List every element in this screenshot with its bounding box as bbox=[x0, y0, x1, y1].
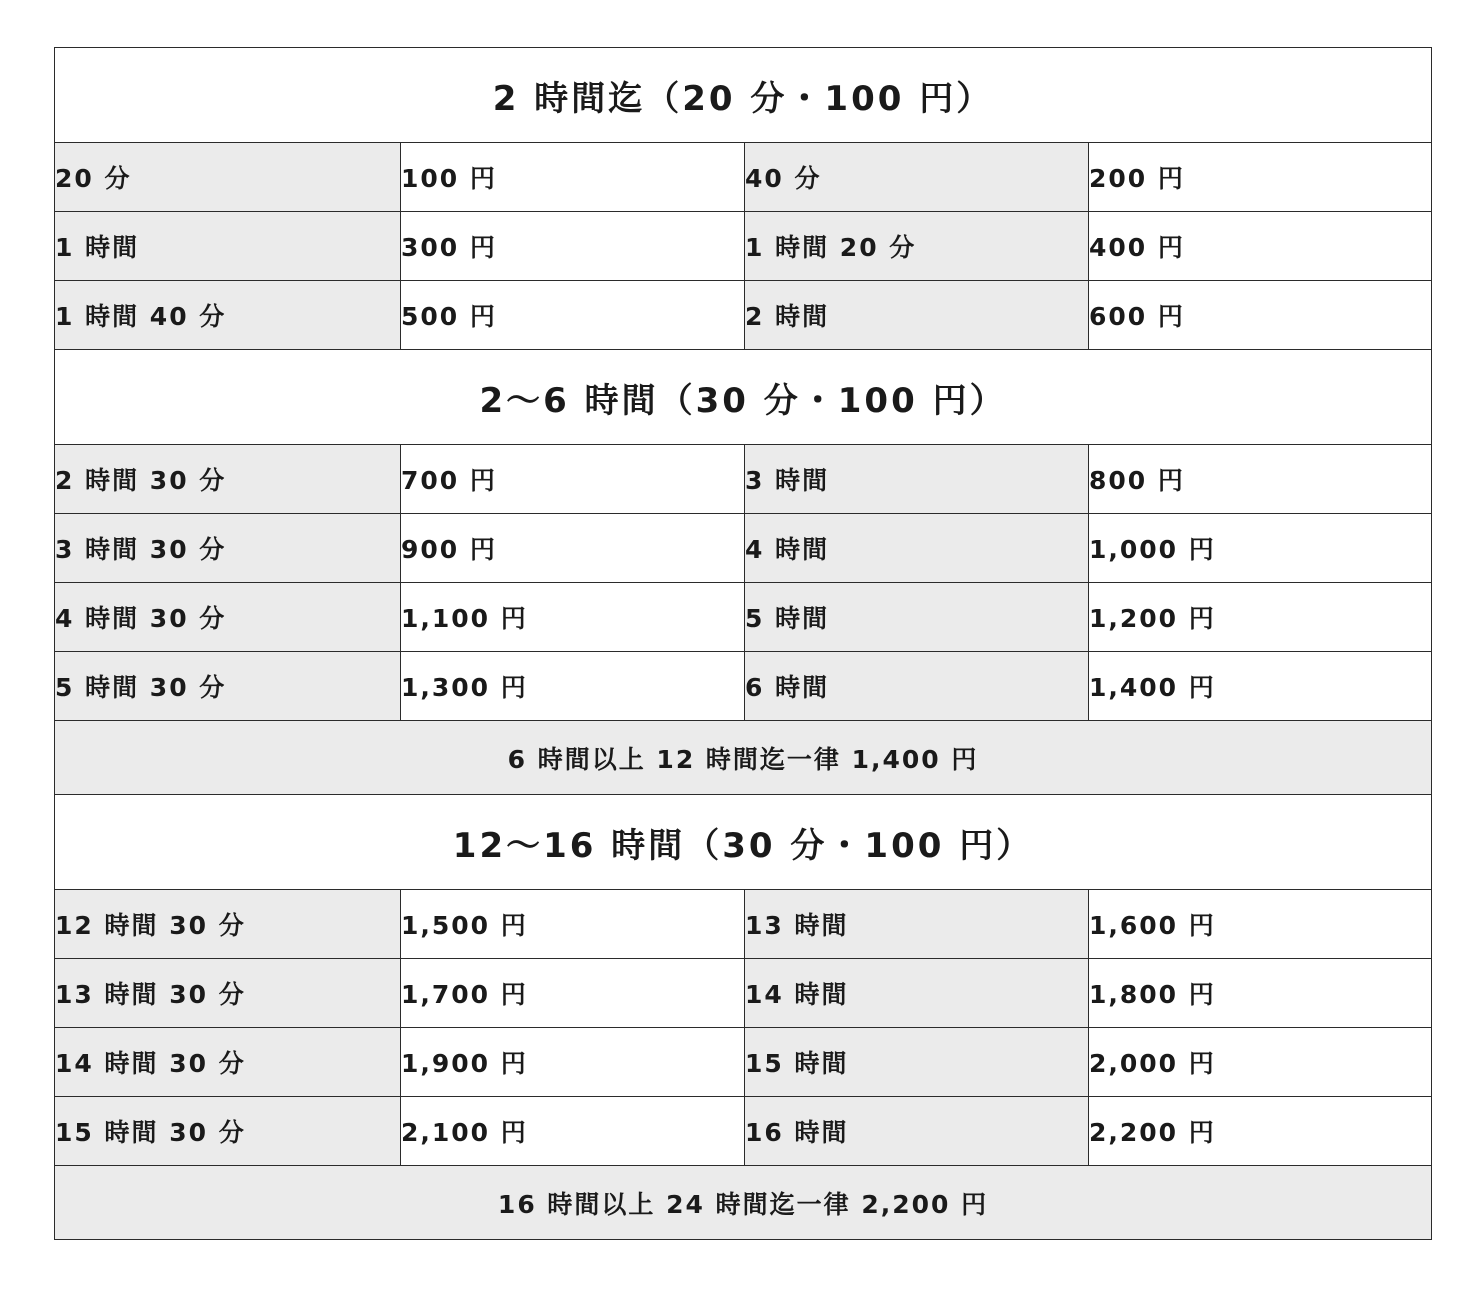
price-cell: 2,200 円 bbox=[1089, 1097, 1432, 1166]
duration-cell: 3 時間 bbox=[745, 445, 1089, 514]
table-row bbox=[55, 890, 1432, 959]
duration-cell: 16 時間 bbox=[745, 1097, 1089, 1166]
section-heading-row bbox=[55, 48, 1432, 143]
price-cell: 800 円 bbox=[1089, 445, 1432, 514]
section-heading: 2〜6 時間（30 分・100 円） bbox=[55, 350, 1432, 445]
price-cell: 200 円 bbox=[1089, 143, 1432, 212]
section-heading-row bbox=[55, 795, 1432, 890]
duration-cell: 4 時間 bbox=[745, 514, 1089, 583]
duration-cell: 1 時間 20 分 bbox=[745, 212, 1089, 281]
duration-cell: 14 時間 30 分 bbox=[55, 1028, 401, 1097]
table-row bbox=[55, 514, 1432, 583]
table-row bbox=[55, 583, 1432, 652]
price-cell: 1,000 円 bbox=[1089, 514, 1432, 583]
flat-rate-row bbox=[55, 1166, 1432, 1240]
price-cell: 2,000 円 bbox=[1089, 1028, 1432, 1097]
duration-cell: 12 時間 30 分 bbox=[55, 890, 401, 959]
price-cell: 1,100 円 bbox=[401, 583, 745, 652]
duration-cell: 4 時間 30 分 bbox=[55, 583, 401, 652]
duration-cell: 20 分 bbox=[55, 143, 401, 212]
duration-cell: 3 時間 30 分 bbox=[55, 514, 401, 583]
price-cell: 1,800 円 bbox=[1089, 959, 1432, 1028]
price-cell: 1,400 円 bbox=[1089, 652, 1432, 721]
table-row bbox=[55, 281, 1432, 350]
price-cell: 1,200 円 bbox=[1089, 583, 1432, 652]
section-heading-row bbox=[55, 350, 1432, 445]
table-row bbox=[55, 212, 1432, 281]
price-cell: 300 円 bbox=[401, 212, 745, 281]
table-row bbox=[55, 1028, 1432, 1097]
price-cell: 400 円 bbox=[1089, 212, 1432, 281]
duration-cell: 6 時間 bbox=[745, 652, 1089, 721]
price-cell: 100 円 bbox=[401, 143, 745, 212]
table-row bbox=[55, 445, 1432, 514]
price-cell: 1,600 円 bbox=[1089, 890, 1432, 959]
duration-cell: 2 時間 bbox=[745, 281, 1089, 350]
duration-cell: 5 時間 30 分 bbox=[55, 652, 401, 721]
flat-rate-note: 6 時間以上 12 時間迄一律 1,400 円 bbox=[55, 721, 1432, 795]
duration-cell: 1 時間 bbox=[55, 212, 401, 281]
price-cell: 1,700 円 bbox=[401, 959, 745, 1028]
price-cell: 500 円 bbox=[401, 281, 745, 350]
section-heading: 12〜16 時間（30 分・100 円） bbox=[55, 795, 1432, 890]
price-cell: 1,300 円 bbox=[401, 652, 745, 721]
table-row bbox=[55, 652, 1432, 721]
duration-cell: 15 時間 bbox=[745, 1028, 1089, 1097]
price-cell: 1,500 円 bbox=[401, 890, 745, 959]
duration-cell: 1 時間 40 分 bbox=[55, 281, 401, 350]
duration-cell: 15 時間 30 分 bbox=[55, 1097, 401, 1166]
price-cell: 600 円 bbox=[1089, 281, 1432, 350]
price-cell: 1,900 円 bbox=[401, 1028, 745, 1097]
parking-fee-table bbox=[54, 47, 1432, 1240]
flat-rate-row bbox=[55, 721, 1432, 795]
table-row bbox=[55, 959, 1432, 1028]
price-cell: 900 円 bbox=[401, 514, 745, 583]
price-cell: 700 円 bbox=[401, 445, 745, 514]
price-cell: 2,100 円 bbox=[401, 1097, 745, 1166]
flat-rate-note: 16 時間以上 24 時間迄一律 2,200 円 bbox=[55, 1166, 1432, 1240]
duration-cell: 13 時間 30 分 bbox=[55, 959, 401, 1028]
section-heading: 2 時間迄（20 分・100 円） bbox=[55, 48, 1432, 143]
table-row bbox=[55, 143, 1432, 212]
duration-cell: 2 時間 30 分 bbox=[55, 445, 401, 514]
duration-cell: 40 分 bbox=[745, 143, 1089, 212]
duration-cell: 5 時間 bbox=[745, 583, 1089, 652]
duration-cell: 14 時間 bbox=[745, 959, 1089, 1028]
duration-cell: 13 時間 bbox=[745, 890, 1089, 959]
table-row bbox=[55, 1097, 1432, 1166]
